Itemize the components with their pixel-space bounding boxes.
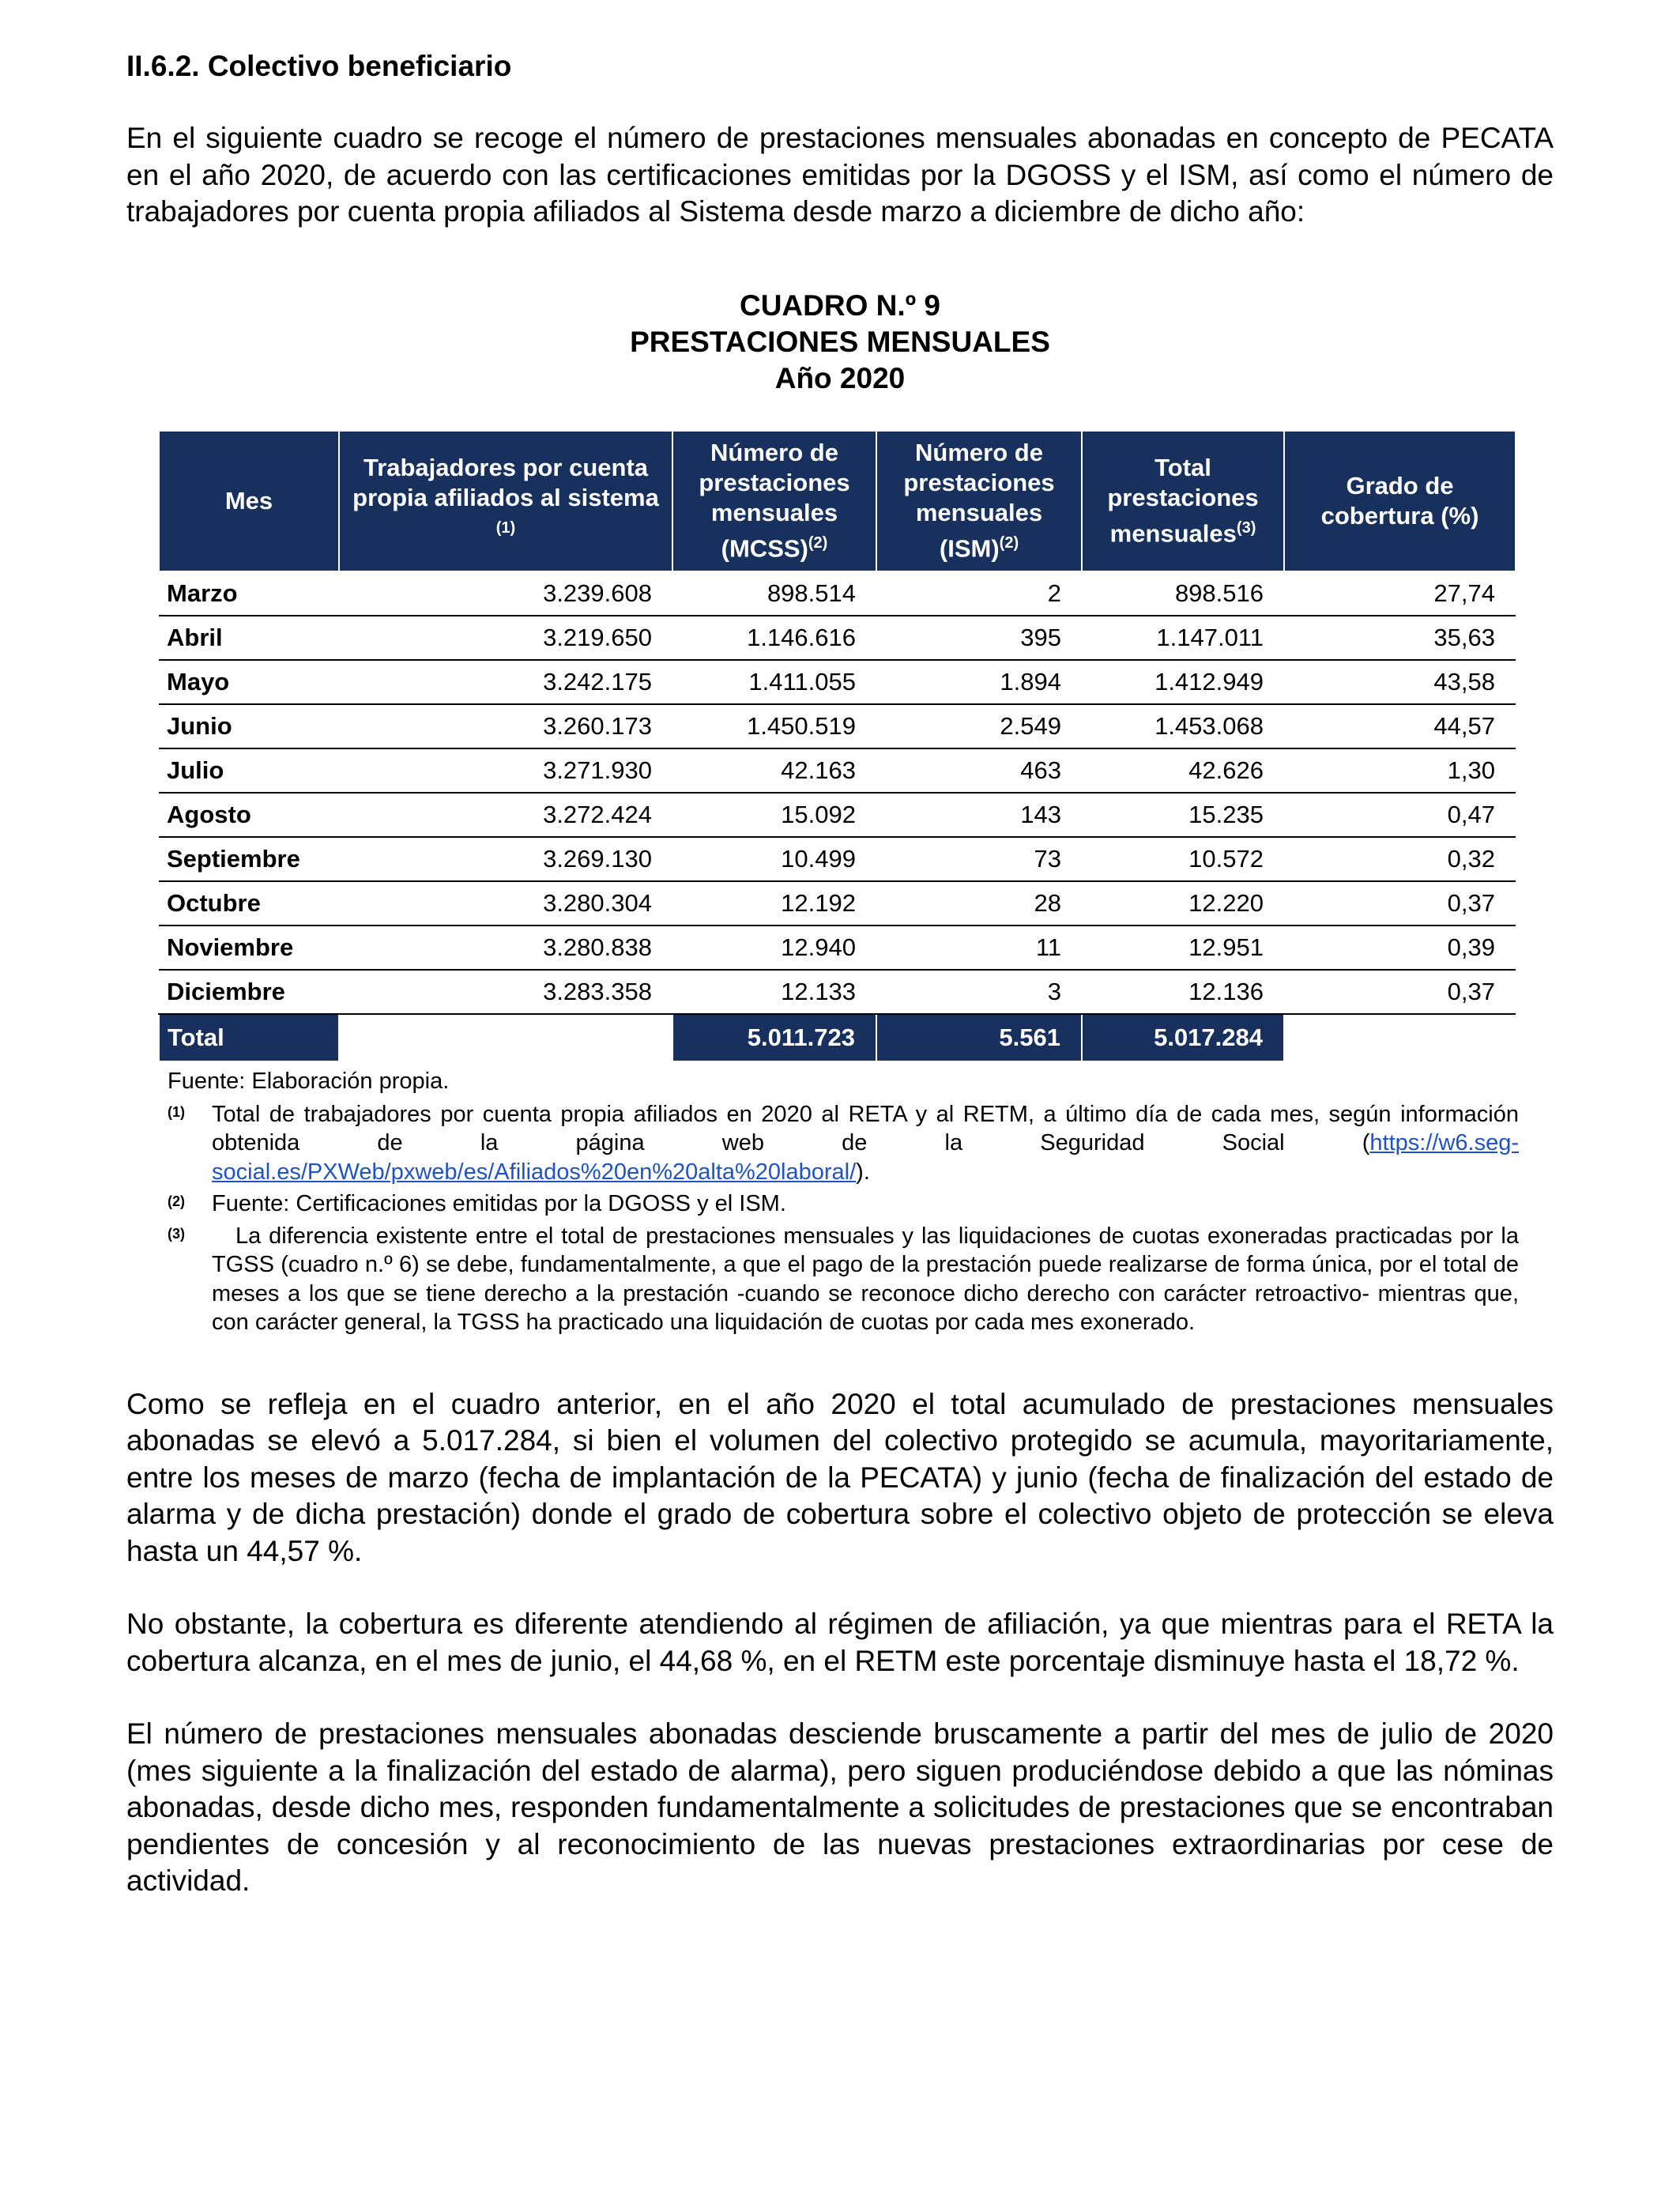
table-header-row <box>159 431 1516 571</box>
cell-grado: 0,37 <box>1284 970 1516 1014</box>
table-source: Fuente: Elaboración propia. <box>168 1068 450 1094</box>
cell-afiliados: 3.242.175 <box>339 660 672 704</box>
cell-mes: Mayo <box>159 660 339 704</box>
table-row <box>159 881 1516 925</box>
caption-year: Año 2020 <box>774 361 906 394</box>
header-mes: Mes <box>159 431 339 571</box>
table-row <box>159 748 1516 793</box>
table-row <box>159 970 1516 1014</box>
cell-mes: Diciembre <box>159 970 339 1014</box>
section-title: II.6.2. Colectivo beneficiario <box>126 50 512 82</box>
cell-total: 10.572 <box>1082 837 1284 881</box>
cell-mcss: 12.192 <box>672 881 876 925</box>
cell-afiliados: 3.219.650 <box>339 616 672 660</box>
intro-paragraph: En el siguiente cuadro se recoge el número de prestaciones mensuales abonadas en concepto de PECATA en el año 2020, de acuerdo con las certificaciones emitidas por la DGOSS y el ISM, así como el número de trabajadores por cuenta propia afiliados al Sistema desde marzo a diciembre de dicho año: <box>126 122 1554 228</box>
cell-grado: 44,57 <box>1284 704 1516 748</box>
document-page <box>126 49 1554 1900</box>
cell-ism: 143 <box>876 793 1082 837</box>
header-mcss: Número de prestaciones mensuales (MCSS)$^{(2)}$ <box>672 431 876 571</box>
table-row <box>159 704 1516 748</box>
cell-mcss: 898.514 <box>672 571 876 616</box>
body-paragraph-3: El número de prestaciones mensuales abonadas desciende bruscamente a partir del mes de julio de 2020 (mes siguiente a la finalización del estado de alarma), pero siguen produciéndose debido a que las nóminas abonadas, desde dicho mes, responden fundamentalmente a solicitudes de prestaciones que se encontraban pendientes de concesión y al reconocimiento de las nuevas prestaciones extraordinarias por cese de actividad. <box>126 1717 1554 1897</box>
cell-total: 898.516 <box>1082 571 1284 616</box>
cell-total: 1.412.949 <box>1082 660 1284 704</box>
table-row <box>159 925 1516 970</box>
header-total: Total prestaciones mensuales$^{(3)}$ <box>1082 431 1284 571</box>
cell-total: 12.951 <box>1082 925 1284 970</box>
total-label: Total <box>159 1014 339 1061</box>
cell-mcss: 1.146.616 <box>672 616 876 660</box>
cell-mcss: 15.092 <box>672 793 876 837</box>
cell-mcss: 1.450.519 <box>672 704 876 748</box>
cell-total: 42.626 <box>1082 748 1284 793</box>
total-ism: 5.561 <box>876 1014 1082 1061</box>
cell-grado: 35,63 <box>1284 616 1516 660</box>
cell-ism: 28 <box>876 881 1082 925</box>
cell-afiliados: 3.260.173 <box>339 704 672 748</box>
table-caption <box>126 288 1554 397</box>
cell-ism: 73 <box>876 837 1082 881</box>
cell-ism: 395 <box>876 616 1082 660</box>
cell-mes: Julio <box>159 748 339 793</box>
cell-grado: 0,39 <box>1284 925 1516 970</box>
footnote-2-text: Fuente: Certificaciones emitidas por la DGOSS y el ISM. <box>212 1191 786 1216</box>
caption-title: PRESTACIONES MENSUALES <box>630 325 1050 358</box>
prestaciones-table <box>158 430 1516 1062</box>
footnote-1-end: ). <box>856 1159 870 1185</box>
cell-grado: 27,74 <box>1284 571 1516 616</box>
cell-afiliados: 3.272.424 <box>339 793 672 837</box>
footnote-1 <box>168 1100 1519 1187</box>
table-row <box>159 571 1516 616</box>
cell-afiliados: 3.239.608 <box>339 571 672 616</box>
cell-afiliados: 3.280.304 <box>339 881 672 925</box>
cell-mcss: 12.940 <box>672 925 876 970</box>
header-grado: Grado de cobertura (%) <box>1284 431 1516 571</box>
cell-mes: Abril <box>159 616 339 660</box>
cell-total: 15.235 <box>1082 793 1284 837</box>
footnote-3-mark: (3) <box>168 1225 185 1242</box>
cell-ism: 11 <box>876 925 1082 970</box>
footnote-1-mark: (1) <box>168 1103 185 1120</box>
cell-ism: 3 <box>876 970 1082 1014</box>
total-grado-empty <box>1284 1014 1516 1061</box>
footnote-3 <box>168 1222 1519 1337</box>
cell-mcss: 12.133 <box>672 970 876 1014</box>
header-ism: Número de prestaciones mensuales (ISM)$^{(2)}$ <box>876 431 1082 571</box>
cell-mes: Agosto <box>159 793 339 837</box>
body-paragraph-2: No obstante, la cobertura es diferente atendiendo al régimen de afiliación, ya que mientras para el RETA la cobertura alcanza, en el mes de junio, el 44,68 %, en el RETM este porcentaje disminuye hasta el 18,72 %. <box>126 1608 1554 1677</box>
table-row <box>159 616 1516 660</box>
table-row <box>159 837 1516 881</box>
footnote-2-mark: (2) <box>168 1193 185 1209</box>
cell-total: 1.147.011 <box>1082 616 1284 660</box>
cell-mes: Noviembre <box>159 925 339 970</box>
cell-mcss: 1.411.055 <box>672 660 876 704</box>
total-afiliados-empty <box>339 1014 672 1061</box>
cell-mes: Marzo <box>159 571 339 616</box>
cell-grado: 0,32 <box>1284 837 1516 881</box>
cell-grado: 43,58 <box>1284 660 1516 704</box>
footnote-2 <box>168 1189 1519 1219</box>
cell-total: 1.453.068 <box>1082 704 1284 748</box>
table-row <box>159 660 1516 704</box>
cell-mcss: 42.163 <box>672 748 876 793</box>
cell-mes: Octubre <box>159 881 339 925</box>
footnote-1-text: Total de trabajadores por cuenta propia afiliados en 2020 al RETA y al RETM, a último día de cada mes, según información obtenida de la página web de la Seguridad Social ( <box>212 1101 1519 1155</box>
cell-afiliados: 3.280.838 <box>339 925 672 970</box>
cell-grado: 0,47 <box>1284 793 1516 837</box>
cell-total: 12.136 <box>1082 970 1284 1014</box>
cell-ism: 2.549 <box>876 704 1082 748</box>
cell-mes: Junio <box>159 704 339 748</box>
cell-grado: 1,30 <box>1284 748 1516 793</box>
cell-afiliados: 3.283.358 <box>339 970 672 1014</box>
cell-grado: 0,37 <box>1284 881 1516 925</box>
cell-ism: 463 <box>876 748 1082 793</box>
cell-ism: 1.894 <box>876 660 1082 704</box>
cell-afiliados: 3.271.930 <box>339 748 672 793</box>
header-afiliados: Trabajadores por cuenta propia afiliados al sistema $^{(1)}$ <box>339 431 672 571</box>
total-mcss: 5.011.723 <box>672 1014 876 1061</box>
seg-social-link[interactable]: https://w6.seg-social.es/PXWeb/pxweb/es/Afiliados%20en%20alta%20laboral/ <box>212 1130 1519 1185</box>
table-total-row <box>159 1014 1516 1061</box>
cell-total: 12.220 <box>1082 881 1284 925</box>
table-row <box>159 793 1516 837</box>
cell-afiliados: 3.269.130 <box>339 837 672 881</box>
total-total: 5.017.284 <box>1082 1014 1284 1061</box>
caption-number: CUADRO N.º 9 <box>739 288 941 322</box>
cell-ism: 2 <box>876 571 1082 616</box>
footnote-3-text: La diferencia existente entre el total de prestaciones mensuales y las liquidaciones de cuotas exoneradas practicadas por la TGSS (cuadro n.º 6) se debe, fundamentalmente, a que el pago de la prestación puede realizarse de forma única, por el total de meses a los que se tiene derecho a la prestación -cuando se reconoce dicho derecho con carácter retroactivo- mientras que, con carácter general, la TGSS ha practicado una liquidación de cuotas por cada mes exonerado. <box>212 1223 1519 1335</box>
cell-mes: Septiembre <box>159 837 339 881</box>
body-paragraph-1: Como se refleja en el cuadro anterior, en el año 2020 el total acumulado de prestaciones mensuales abonadas se elevó a 5.017.284, si bien el volumen del colectivo protegido se acumula, mayoritariamente, entre los meses de marzo (fecha de implantación de la PECATA) y junio (fecha de finalización del estado de alarma y de dicha prestación) donde el grado de cobertura sobre el colectivo objeto de protección se eleva hasta un 44,57 %. <box>126 1387 1554 1567</box>
cell-mcss: 10.499 <box>672 837 876 881</box>
